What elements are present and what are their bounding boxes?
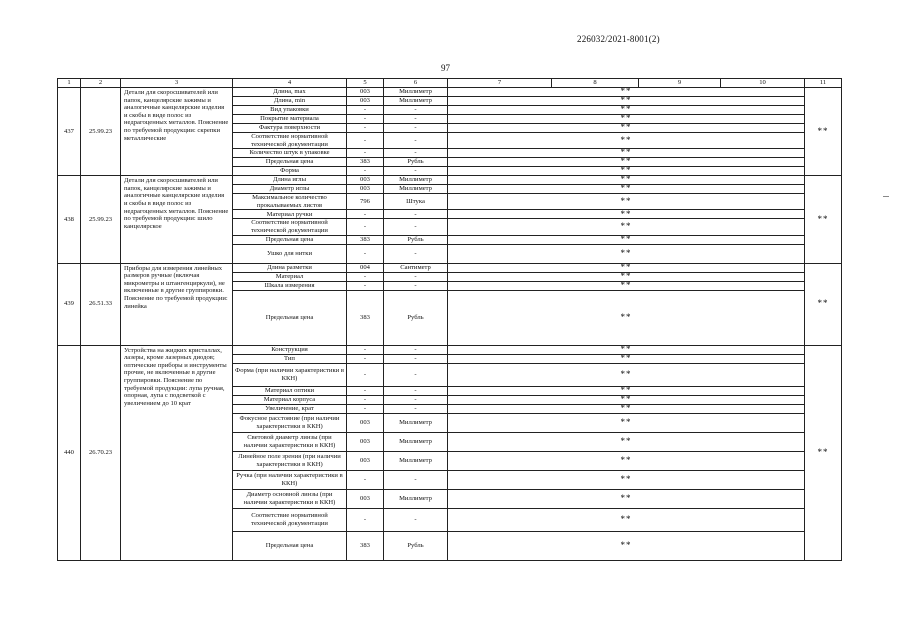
attribute-name: Предельная цена	[233, 158, 347, 167]
justification: **	[805, 88, 842, 176]
okpd-code: 26.51.33	[81, 263, 121, 345]
col-header-7: 7	[448, 79, 552, 88]
attribute-name: Соответствие нормативной технической документации	[233, 219, 347, 235]
col-header-10: 10	[721, 79, 805, 88]
attribute-name: Длина разметки	[233, 263, 347, 272]
attribute-value: **	[448, 290, 805, 345]
table-row	[58, 88, 842, 97]
attribute-value: **	[448, 489, 805, 508]
unit-name: -	[384, 244, 448, 263]
attribute-value: **	[448, 219, 805, 235]
attribute-value: **	[448, 244, 805, 263]
table-row	[58, 345, 842, 354]
characteristics-table	[57, 78, 842, 561]
col-header-3: 3	[121, 79, 233, 88]
unit-code: 003	[347, 176, 384, 185]
attribute-name: Конструкция	[233, 345, 347, 354]
unit-code: 003	[347, 432, 384, 451]
attribute-name: Материал оптики	[233, 386, 347, 395]
attribute-name: Диаметр основной линзы (при наличии характеристики в ККН)	[233, 489, 347, 508]
item-number: 437	[58, 88, 81, 176]
unit-name: -	[384, 219, 448, 235]
attribute-value: **	[448, 395, 805, 404]
okpd-code: 26.70.23	[81, 345, 121, 560]
document-number: 226032/2021-8001(2)	[577, 34, 660, 44]
attribute-name: Ушко для нитки	[233, 244, 347, 263]
unit-name: Миллиметр	[384, 413, 448, 432]
attribute-value: **	[448, 413, 805, 432]
unit-code: -	[347, 133, 384, 149]
attribute-value: **	[448, 115, 805, 124]
unit-code: -	[347, 272, 384, 281]
item-number: 440	[58, 345, 81, 560]
attribute-name: Шкала измерения	[233, 281, 347, 290]
unit-code: 383	[347, 158, 384, 167]
unit-name: -	[384, 281, 448, 290]
col-header-2: 2	[81, 79, 121, 88]
unit-name: -	[384, 133, 448, 149]
attribute-name: Увеличение, крат	[233, 404, 347, 413]
table-row	[58, 176, 842, 185]
attribute-value: **	[448, 124, 805, 133]
unit-name: Миллиметр	[384, 97, 448, 106]
unit-code: 796	[347, 194, 384, 210]
unit-code: -	[347, 106, 384, 115]
unit-code: 003	[347, 97, 384, 106]
unit-code: -	[347, 219, 384, 235]
unit-name: Рубль	[384, 290, 448, 345]
unit-code: -	[347, 124, 384, 133]
unit-name: -	[384, 124, 448, 133]
unit-name: Миллиметр	[384, 432, 448, 451]
unit-name: -	[384, 470, 448, 489]
attribute-name: Тип	[233, 354, 347, 363]
attribute-value: **	[448, 158, 805, 167]
unit-code: -	[347, 345, 384, 354]
attribute-value: **	[448, 354, 805, 363]
item-name: Приборы для измерения линейных размеров ручные (включая микрометры и штангенциркули), не включенные в другие группировки. Пояснение по требуемой продукции: линейка	[121, 263, 233, 345]
attribute-name: Длина, max	[233, 88, 347, 97]
col-header-9: 9	[639, 79, 721, 88]
unit-name: Миллиметр	[384, 489, 448, 508]
unit-name: Сантиметр	[384, 263, 448, 272]
unit-code: 383	[347, 235, 384, 244]
unit-name: Штука	[384, 194, 448, 210]
attribute-name: Предельная цена	[233, 531, 347, 560]
attribute-name: Световой диаметр линзы (при наличии характеристики в ККН)	[233, 432, 347, 451]
unit-name: -	[384, 167, 448, 176]
unit-name: -	[384, 508, 448, 531]
unit-code: -	[347, 115, 384, 124]
attribute-value: **	[448, 167, 805, 176]
attribute-value: **	[448, 404, 805, 413]
unit-code: -	[347, 395, 384, 404]
unit-code: -	[347, 404, 384, 413]
attribute-value: **	[448, 133, 805, 149]
okpd-code: 25.99.23	[81, 88, 121, 176]
unit-code: -	[347, 354, 384, 363]
justification: **	[805, 263, 842, 345]
unit-name: -	[384, 404, 448, 413]
unit-code: 383	[347, 531, 384, 560]
unit-code: 003	[347, 451, 384, 470]
attribute-name: Максимальное количество прокалываемых листов	[233, 194, 347, 210]
attribute-value: **	[448, 88, 805, 97]
unit-name: Рубль	[384, 235, 448, 244]
attribute-name: Материал ручки	[233, 210, 347, 219]
unit-code: -	[347, 149, 384, 158]
item-name: Детали для скоросшивателей или папок, канцелярские зажимы и аналогичные канцелярские изделия и скобы в виде полос из недрагоценных металлов. Пояснение по требуемой продукции: шило канцелярское	[121, 176, 233, 263]
attribute-value: **	[448, 470, 805, 489]
attribute-name: Вид упаковки	[233, 106, 347, 115]
col-header-5: 5	[347, 79, 384, 88]
attribute-value: **	[448, 263, 805, 272]
unit-code: -	[347, 386, 384, 395]
unit-code: -	[347, 167, 384, 176]
unit-name: -	[384, 210, 448, 219]
attribute-name: Фактура поверхности	[233, 124, 347, 133]
justification: **	[805, 345, 842, 560]
margin-mark	[883, 196, 889, 197]
unit-code: 003	[347, 413, 384, 432]
attribute-name: Диаметр иглы	[233, 185, 347, 194]
attribute-value: **	[448, 272, 805, 281]
unit-code: 004	[347, 263, 384, 272]
attribute-value: **	[448, 149, 805, 158]
attribute-name: Соответствие нормативной технической документации	[233, 508, 347, 531]
attribute-value: **	[448, 345, 805, 354]
attribute-value: **	[448, 508, 805, 531]
attribute-name: Линейное поле зрения (при наличии характеристики в ККН)	[233, 451, 347, 470]
unit-name: Миллиметр	[384, 185, 448, 194]
table-body	[58, 88, 842, 561]
unit-name: -	[384, 395, 448, 404]
table-row	[58, 263, 842, 272]
attribute-value: **	[448, 363, 805, 386]
attribute-value: **	[448, 281, 805, 290]
item-name: Устройства на жидких кристаллах, лазеры, кроме лазерных диодов; оптические приборы и инструменты прочие, не включенные в другие группировки. Пояснение по требуемой продукции: лупа ручная, опорная, лупа с подсветкой с увеличением до 10 крат	[121, 345, 233, 560]
unit-name: -	[384, 354, 448, 363]
unit-name: -	[384, 272, 448, 281]
unit-code: -	[347, 244, 384, 263]
column-numbers-row	[58, 79, 842, 88]
unit-code: -	[347, 508, 384, 531]
attribute-value: **	[448, 194, 805, 210]
unit-name: Миллиметр	[384, 451, 448, 470]
attribute-value: **	[448, 185, 805, 194]
attribute-value: **	[448, 386, 805, 395]
attribute-name: Длина, min	[233, 97, 347, 106]
col-header-8: 8	[552, 79, 639, 88]
okpd-code: 25.99.23	[81, 176, 121, 263]
unit-code: 383	[347, 290, 384, 345]
attribute-name: Покрытие материала	[233, 115, 347, 124]
unit-code: -	[347, 363, 384, 386]
attribute-value: **	[448, 97, 805, 106]
attribute-value: **	[448, 451, 805, 470]
attribute-name: Форма	[233, 167, 347, 176]
item-number: 438	[58, 176, 81, 263]
attribute-name: Предельная цена	[233, 235, 347, 244]
unit-code: -	[347, 470, 384, 489]
unit-name: Миллиметр	[384, 176, 448, 185]
attribute-name: Материал	[233, 272, 347, 281]
item-name: Детали для скоросшивателей или папок, канцелярские зажимы и аналогичные канцелярские изделия и скобы в виде полос из недрагоценных металлов. Пояснение по требуемой продукции: скрепки металлические	[121, 88, 233, 176]
unit-code: 003	[347, 489, 384, 508]
attribute-name: Ручка (при наличии характеристики в ККН)	[233, 470, 347, 489]
unit-code: 003	[347, 88, 384, 97]
attribute-name: Материал корпуса	[233, 395, 347, 404]
unit-code: -	[347, 210, 384, 219]
unit-code: 003	[347, 185, 384, 194]
attribute-name: Фокусное расстояние (при наличии характеристики в ККН)	[233, 413, 347, 432]
attribute-value: **	[448, 531, 805, 560]
attribute-name: Форма (при наличии характеристики в ККН)	[233, 363, 347, 386]
attribute-name: Длина иглы	[233, 176, 347, 185]
unit-name: Рубль	[384, 531, 448, 560]
unit-name: -	[384, 115, 448, 124]
attribute-name: Количество штук в упаковке	[233, 149, 347, 158]
unit-name: Миллиметр	[384, 88, 448, 97]
unit-name: -	[384, 363, 448, 386]
attribute-value: **	[448, 235, 805, 244]
justification: **	[805, 176, 842, 263]
page-number: 97	[441, 63, 450, 73]
unit-name: -	[384, 149, 448, 158]
attribute-value: **	[448, 176, 805, 185]
attribute-name: Предельная цена	[233, 290, 347, 345]
attribute-name: Соответствие нормативной технической документации	[233, 133, 347, 149]
unit-name: Рубль	[384, 158, 448, 167]
unit-name: -	[384, 386, 448, 395]
unit-name: -	[384, 345, 448, 354]
col-header-11: 11	[805, 79, 842, 88]
col-header-1: 1	[58, 79, 81, 88]
attribute-value: **	[448, 432, 805, 451]
unit-name: -	[384, 106, 448, 115]
col-header-4: 4	[233, 79, 347, 88]
item-number: 439	[58, 263, 81, 345]
unit-code: -	[347, 281, 384, 290]
attribute-value: **	[448, 106, 805, 115]
attribute-value: **	[448, 210, 805, 219]
col-header-6: 6	[384, 79, 448, 88]
